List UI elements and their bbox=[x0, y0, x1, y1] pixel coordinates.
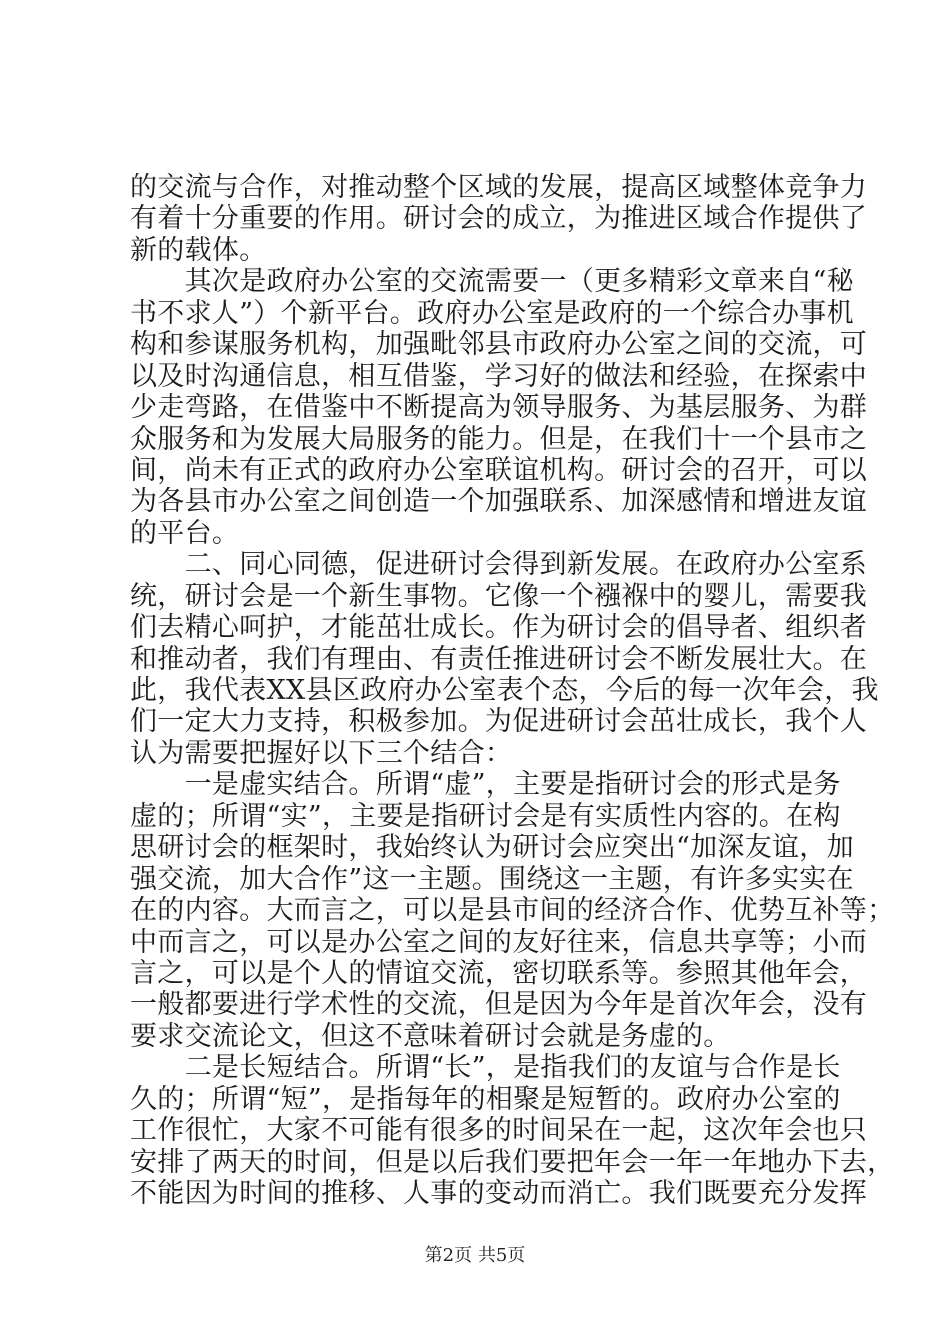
text-line: 言之，可以是个人的情谊交流，密切联系等。参照其他年会， bbox=[130, 957, 868, 989]
text-line: 构和参谋服务机构，加强毗邻县市政府办公室之间的交流，可 bbox=[130, 329, 868, 361]
document-body bbox=[130, 172, 895, 1209]
text-line: 不能因为时间的推移、人事的变动而消亡。我们既要充分发挥 bbox=[130, 1178, 868, 1209]
text-line: 统，研讨会是一个新生事物。它像一个襁褓中的婴儿，需要我 bbox=[130, 580, 868, 612]
text-line: 二、同心同德，促进研讨会得到新发展。在政府办公室系 bbox=[130, 549, 868, 581]
page-number-footer: 第2页 共5页 bbox=[424, 1245, 526, 1266]
text-line: 的交流与合作，对推动整个区域的发展，提高区域整体竞争力 bbox=[130, 172, 868, 203]
text-line: 有着十分重要的作用。研讨会的成立，为推进区域合作提供了 bbox=[130, 203, 868, 235]
text-line: 少走弯路，在借鉴中不断提高为领导服务、为基层服务、为群 bbox=[130, 392, 868, 424]
text-line: 中而言之，可以是办公室之间的友好往来，信息共享等；小而 bbox=[130, 926, 868, 958]
text-line: 们一定大力支持，积极参加。为促进研讨会茁壮成长，我个人 bbox=[130, 706, 868, 738]
text-line: 要求交流论文，但这不意味着研讨会就是务虚的。 bbox=[130, 1020, 731, 1052]
text-line: 间，尚未有正式的政府办公室联谊机构。研讨会的召开，可以 bbox=[130, 454, 868, 486]
text-line: 的平台。 bbox=[130, 517, 240, 549]
text-line: 此，我代表XX县区政府办公室表个态，今后的每一次年会，我 bbox=[130, 675, 879, 706]
text-line: 和推动者，我们有理由、有责任推进研讨会不断发展壮大。在 bbox=[130, 643, 868, 675]
text-line: 一般都要进行学术性的交流，但是因为今年是首次年会，没有 bbox=[130, 989, 868, 1021]
text-line: 安排了两天的时间，但是以后我们要把年会一年一年地办下去， bbox=[130, 1146, 895, 1178]
text-line: 在的内容。大而言之，可以是县市间的经济合作、优势互补等； bbox=[130, 895, 895, 927]
text-line: 一是虚实结合。所谓“虚”，主要是指研讨会的形式是务 bbox=[130, 769, 841, 801]
text-line: 为各县市办公室之间创造一个加强联系、加深感情和增进友谊 bbox=[130, 486, 868, 518]
text-line: 强交流，加大合作”这一主题。围绕这一主题，有许多实实在 bbox=[130, 863, 854, 895]
text-line: 工作很忙，大家不可能有很多的时间呆在一起，这次年会也只 bbox=[130, 1115, 868, 1147]
text-line: 认为需要把握好以下三个结合： bbox=[130, 737, 513, 769]
text-line: 其次是政府办公室的交流需要一（更多精彩文章来自“秘 bbox=[130, 266, 854, 298]
text-line: 新的载体。 bbox=[130, 234, 267, 266]
text-line: 思研讨会的框架时，我始终认为研讨会应突出“加深友谊，加 bbox=[130, 832, 854, 864]
text-line: 久的；所谓“短”，是指每年的相聚是短暂的。政府办公室的 bbox=[130, 1083, 841, 1115]
text-line: 众服务和为发展大局服务的能力。但是，在我们十一个县市之 bbox=[130, 423, 868, 455]
text-line: 们去精心呵护，才能茁壮成长。作为研讨会的倡导者、组织者 bbox=[130, 612, 868, 644]
text-line: 虚的；所谓“实”，主要是指研讨会是有实质性内容的。在构 bbox=[130, 800, 841, 832]
text-line: 二是长短结合。所谓“长”，是指我们的友谊与合作是长 bbox=[130, 1052, 841, 1084]
text-line: 书不求人”）个新平台。政府办公室是政府的一个综合办事机 bbox=[130, 297, 854, 329]
text-line: 以及时沟通信息，相互借鉴，学习好的做法和经验，在探索中 bbox=[130, 360, 868, 392]
